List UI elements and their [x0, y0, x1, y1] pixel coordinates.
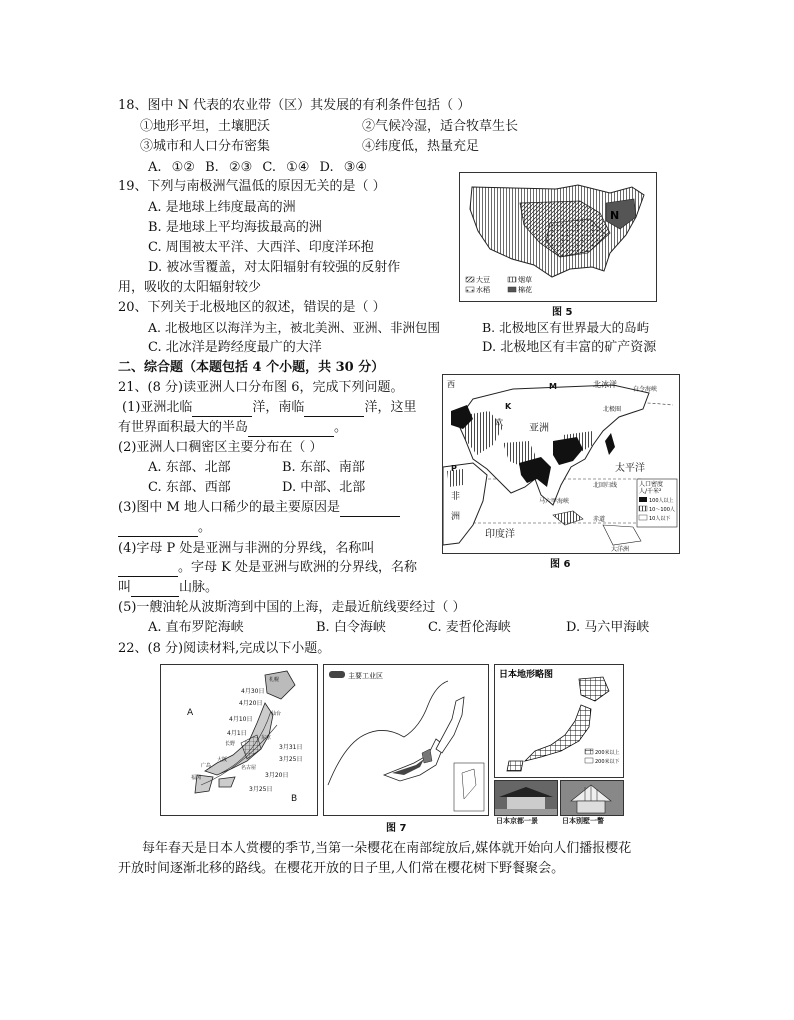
- fig6-label-p: P: [451, 464, 457, 473]
- q21-p4-text-c: 叫: [118, 580, 132, 595]
- q21-p5b: B. 白令海峡: [316, 620, 386, 635]
- q22-paragraph-line-1: 每年春天是日本人赏樱的季节,当第一朵樱花在南部绽放后,媒体就开始向人们播报樱花: [142, 841, 632, 856]
- q21-p1-text-b: 洋，南临: [252, 400, 305, 415]
- fig5-legend-0: 大豆: [476, 276, 490, 284]
- fig6-legend-title: 人口密度: [639, 481, 664, 488]
- q21-p5a: A. 直布罗陀海峡: [148, 620, 244, 635]
- fig6-label-equator: 赤道: [593, 516, 606, 523]
- fig7-city-3: 大阪: [217, 757, 228, 763]
- q21-p5d: D. 马六甲海峡: [566, 620, 650, 635]
- figure-7-cherry-blossom-map: [160, 664, 318, 816]
- q19-a: A. 是地球上纬度最高的洲: [148, 200, 296, 215]
- fig6-legend-2: 10人以下: [649, 516, 671, 522]
- q21-p1-blank-2[interactable]: [304, 403, 364, 417]
- q21-p5: (5)一艘油轮从波斯湾到中国的上海，走最近航线要经过（ ）: [118, 600, 466, 615]
- fig7-terrain-legend-0: 200米以上: [595, 750, 620, 756]
- q21-p4-text-d: 山脉。: [179, 580, 219, 595]
- q21-p4-blank-2[interactable]: [131, 583, 179, 597]
- fig5-label-n: N: [610, 209, 620, 222]
- photo-kyoto-scene: [494, 780, 558, 816]
- q18-opt4: ④纬度低，热量充足: [362, 139, 480, 154]
- fig6-legend: [637, 479, 677, 527]
- fig6-label-asia: 亚洲: [529, 423, 549, 434]
- figure-7-terrain-map: [494, 664, 624, 778]
- q20-d: D. 北极地区有丰富的矿产资源: [482, 340, 657, 355]
- q18-choices: A. ①② B. ②③ C. ①④ D. ③④: [148, 160, 368, 175]
- fig6-label-arctic: 北冰洋: [593, 380, 617, 389]
- q18-opt1: ①地形平坦，土壤肥沃: [140, 119, 271, 134]
- q19-c: C. 周围被太平洋、大西洋、印度洋环抱: [148, 240, 374, 255]
- fig6-label-k: K: [505, 402, 512, 411]
- figure-5-us-agriculture-map: [459, 172, 657, 302]
- q21-p4-text-b: 。字母 K 处是亚洲与欧洲的分界线，名称: [178, 560, 417, 575]
- fig7-date-5: 3月25日: [279, 756, 303, 763]
- fig7-city-7: 名古屋: [241, 765, 257, 771]
- section-2-heading: 二、综合题（本题包括 4 个小题，共 30 分）: [118, 360, 385, 375]
- q21-p3-blank-2[interactable]: [118, 523, 198, 537]
- fig7-date-1: 4月20日: [239, 700, 263, 707]
- fig6-label-bering: 白令海峡: [633, 386, 658, 393]
- fig7-date-0: 4月30日: [241, 688, 265, 695]
- q20-b: B. 北极地区有世界最大的岛屿: [482, 320, 650, 335]
- fig7-date-7: 3月25日: [249, 786, 273, 793]
- q21-p4-line3: [118, 579, 218, 597]
- q21-p4-line2: [118, 559, 417, 577]
- figure-7-industrial-map: [323, 664, 489, 816]
- q19-d1: D. 被冰雪覆盖，对太阳辐射有较强的反射作: [148, 260, 401, 275]
- fig6-label-europe: 欧: [495, 418, 503, 427]
- q21-p1-blank-3[interactable]: [248, 423, 334, 437]
- q19-b: B. 是地球上平均海拔最高的洲: [148, 220, 322, 235]
- q21-p2a: A. 东部、北部: [148, 460, 231, 475]
- fig7-industrial-label: 主要工业区: [348, 672, 383, 680]
- fig7-photo1-caption: 日本京都一景: [496, 817, 538, 825]
- fig7-city-0: 札幌: [269, 677, 280, 683]
- q20-a: A. 北极地区以海洋为主，被北美洲、亚洲、非洲包围: [148, 320, 440, 335]
- q20-c: C. 北冰洋是跨经度最广的大洋: [148, 340, 322, 355]
- fig6-label-oceania: 大洋洲: [611, 546, 630, 553]
- fig6-label-indian: 印度洋: [485, 529, 515, 540]
- fig6-legend-unit: 人/千米²: [639, 488, 662, 495]
- fig7-city-1: 仙台: [271, 711, 282, 717]
- fig6-label-tropic: 北回归线: [593, 482, 618, 489]
- fig7-city-4: 广岛: [201, 763, 212, 769]
- q18-opt2: ②气候冷湿，适合牧草生长: [362, 119, 519, 134]
- q21-p2: (2)亚洲人口稠密区主要分布在（ ）: [118, 440, 323, 455]
- q21-p1-text-a: (1)亚洲北临: [122, 400, 193, 415]
- fig7-terrain-legend-1: 200米以下: [595, 759, 620, 765]
- fig5-legend-3: 棉花: [518, 286, 532, 294]
- q20-stem: 20、下列关于北极地区的叙述，错误的是（ ）: [118, 300, 386, 315]
- fig7-photo2-caption: 日本别墅一瞥: [562, 817, 604, 825]
- q21-p1-text-c: 洋，这里: [364, 400, 417, 415]
- fig6-label-malacca: 马六甲海峡: [539, 498, 570, 505]
- fig7-date-3: 4月1日: [227, 730, 247, 737]
- fig7-caption: 图 7: [386, 823, 407, 834]
- q21-p1-blank-1[interactable]: [192, 403, 252, 417]
- q22-stem: 22、(8 分)阅读材料,完成以下小题。: [118, 641, 331, 656]
- fig6-caption: 图 6: [550, 559, 571, 570]
- q21-p4: (4)字母 P 处是亚洲与非洲的分界线，名称叫: [118, 541, 375, 556]
- fig7-map-b: B: [291, 794, 298, 804]
- q21-p2c: C. 东部、西部: [148, 480, 231, 495]
- fig5-caption: 图 5: [552, 307, 573, 318]
- fig7-date-2: 4月10日: [229, 716, 253, 723]
- fig7-city-6: 长野: [225, 741, 236, 747]
- photo-villa-scene: [560, 780, 624, 816]
- fig7-map-a: A: [187, 708, 194, 718]
- fig6-label-pacific: 太平洋: [615, 463, 645, 474]
- q21-p3-line2: 。: [118, 519, 211, 537]
- fig7-city-2: 东京: [261, 735, 272, 741]
- q21-p3: [118, 499, 400, 517]
- q21-stem: 21、(8 分)读亚洲人口分布图 6，完成下列问题。: [118, 380, 404, 395]
- q19-d2: 用，吸收的太阳辐射较少: [118, 280, 262, 295]
- fig7-terrain-title: 日本地形略图: [499, 670, 554, 680]
- q21-p1-line2: 有世界面积最大的半岛 。: [118, 420, 348, 435]
- fig6-label-africa-2: 洲: [451, 512, 461, 522]
- q18-stem: 18、图中 N 代表的农业带（区）其发展的有利条件包括（ ）: [118, 98, 471, 113]
- fig7-city-5: 福冈: [191, 775, 202, 781]
- q21-p4-blank-1[interactable]: [118, 563, 178, 577]
- q21-p2b: B. 东部、南部: [282, 460, 365, 475]
- fig6-label-west: 西: [447, 380, 455, 389]
- fig6-legend-0: 100人以上: [649, 498, 674, 504]
- fig6-label-africa-1: 非: [451, 492, 461, 502]
- q21-p2d: D. 中部、北部: [282, 480, 366, 495]
- fig7-date-6: 3月20日: [265, 772, 289, 779]
- q21-p1: [122, 399, 416, 417]
- fig6-label-m: M: [549, 382, 557, 391]
- q19-stem: 19、下列与南极洲气温低的原因无关的是（ ）: [118, 179, 386, 194]
- q21-p3-blank-1[interactable]: [340, 503, 400, 517]
- fig6-legend-1: 10～100人: [649, 507, 675, 513]
- figure-6-asia-population-map: [442, 374, 680, 554]
- fig6-label-arctic-circle: 北极圈: [603, 406, 622, 413]
- q22-paragraph-line-2: 开放时间逐渐北移的路线。在樱花开放的日子里,人们常在樱花树下野餐聚会。: [118, 861, 565, 876]
- fig7-date-4: 3月31日: [279, 744, 303, 751]
- q21-p3-text: (3)图中 M 地人口稀少的最主要原因是: [118, 500, 340, 515]
- q18-opt3: ③城市和人口分布密集: [140, 139, 271, 154]
- fig5-legend-1: 烟草: [518, 276, 532, 284]
- fig5-legend-2: 水稻: [476, 286, 490, 294]
- q21-p1-text-d: 有世界面积最大的半岛: [118, 420, 249, 435]
- q21-p5c: C. 麦哲伦海峡: [428, 620, 511, 635]
